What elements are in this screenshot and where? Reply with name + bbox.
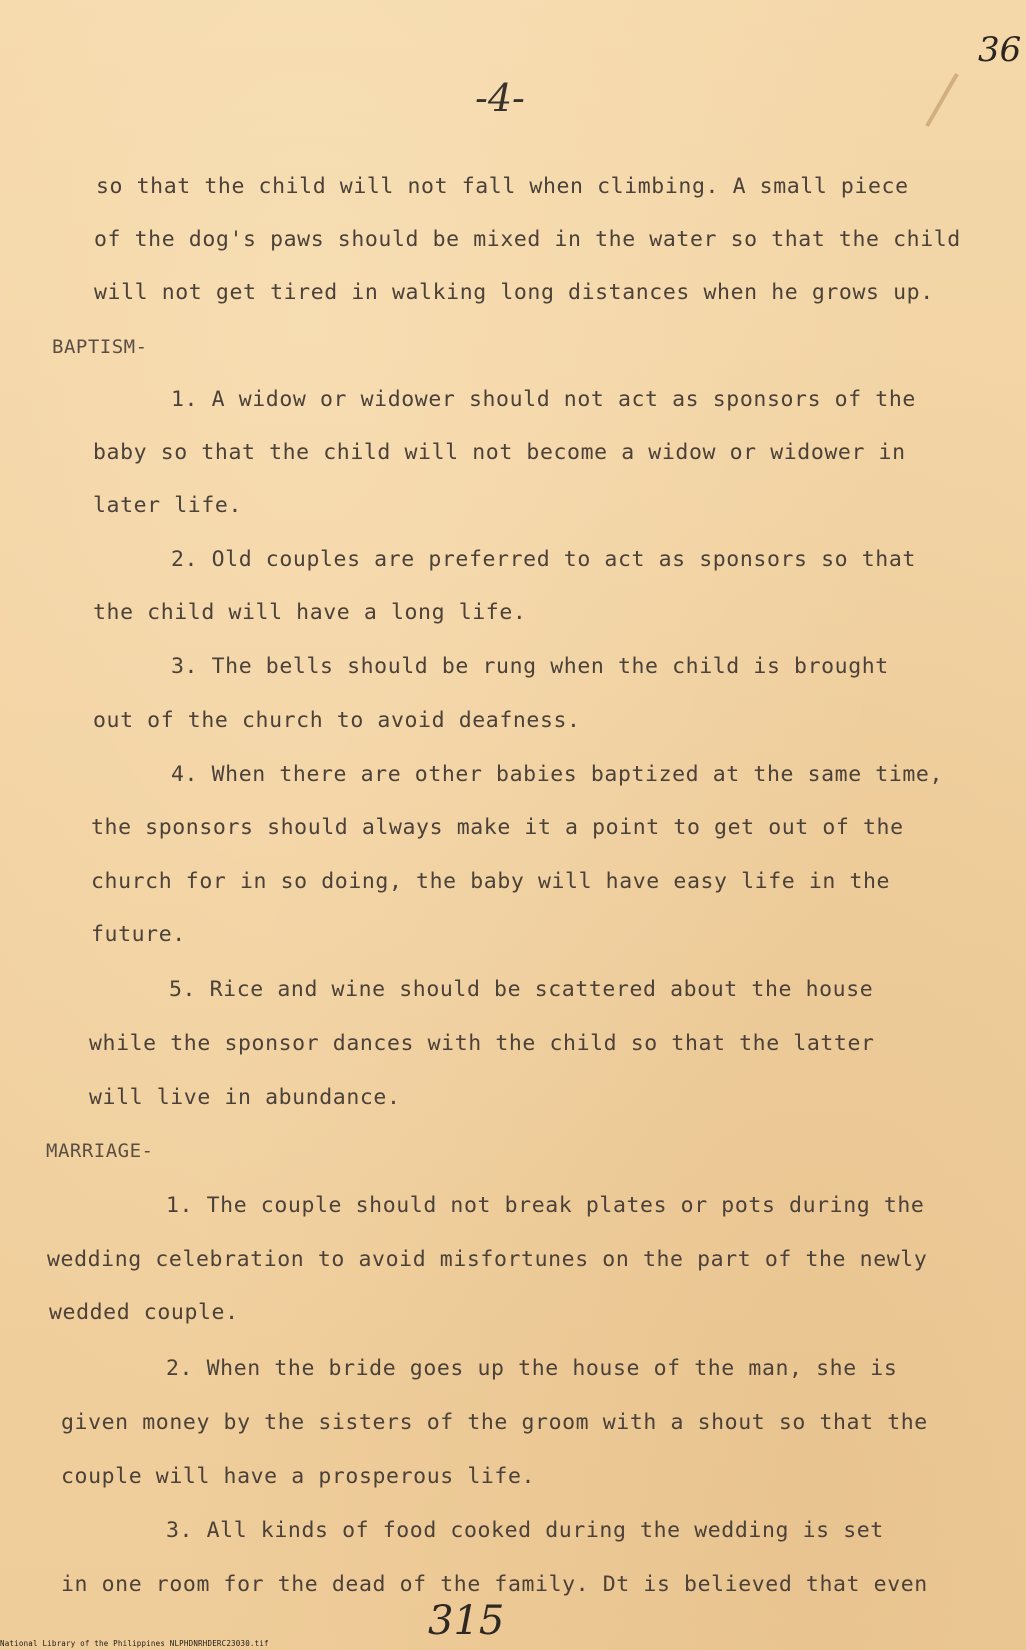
section-heading-marriage: MARRIAGE- [46, 1140, 154, 1162]
handwritten-page-number: 315 [428, 1598, 505, 1644]
text-line: of the dog's paws should be mixed in the water so that the child [94, 227, 961, 252]
text-line: 2. When the bride goes up the house of the man, she is [166, 1356, 898, 1381]
text-line: wedding celebration to avoid misfortunes on the part of the newly [47, 1247, 928, 1272]
text-line: couple will have a prosperous life. [61, 1464, 536, 1489]
text-line: 2. Old couples are preferred to act as sponsors so that [171, 547, 916, 572]
text-line: while the sponsor dances with the child so that the latter [89, 1031, 875, 1056]
text-line: the sponsors should always make it a point to get out of the [91, 815, 904, 840]
text-line: 5. Rice and wine should be scattered about the house [169, 977, 874, 1002]
text-line: 1. A widow or widower should not act as sponsors of the [171, 387, 916, 412]
section-heading-baptism: BAPTISM- [52, 336, 148, 358]
text-line: will live in abundance. [89, 1085, 401, 1110]
text-line: out of the church to avoid deafness. [93, 708, 581, 733]
text-line: 4. When there are other babies baptized at the same time, [171, 762, 944, 787]
corner-folio-number: 36 [978, 30, 1022, 70]
stray-pencil-mark [925, 73, 958, 127]
text-line: so that the child will not fall when climbing. A small piece [96, 174, 909, 199]
text-line: in one room for the dead of the family. Dt is believed that even [61, 1572, 928, 1597]
text-line: baby so that the child will not become a widow or widower in [93, 440, 906, 465]
text-line: will not get tired in walking long distances when he grows up. [94, 280, 934, 305]
page-number: -4- [475, 76, 525, 120]
text-line: future. [91, 922, 186, 947]
text-line: 1. The couple should not break plates or pots during the [166, 1193, 925, 1218]
text-line: church for in so doing, the baby will have easy life in the [91, 869, 891, 894]
text-line: given money by the sisters of the groom with a shout so that the [61, 1410, 928, 1435]
text-line: 3. The bells should be rung when the child is brought [171, 654, 889, 679]
archive-footer-label: National Library of the Philippines NLPHDNRHDERC23030.tif [0, 1639, 269, 1648]
text-line: wedded couple. [49, 1300, 239, 1325]
text-line: later life. [93, 493, 242, 518]
text-line: the child will have a long life. [93, 600, 527, 625]
text-line: 3. All kinds of food cooked during the wedding is set [166, 1518, 884, 1543]
